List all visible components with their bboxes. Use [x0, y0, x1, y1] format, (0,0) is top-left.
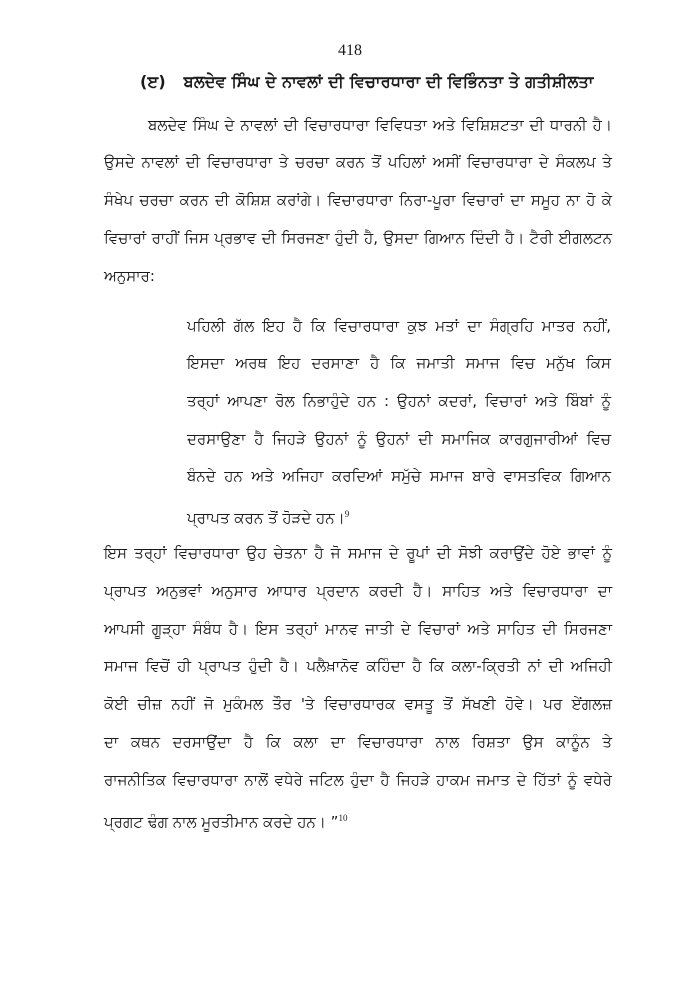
text-line: ਸੰਖੇਪ ਚਰਚਾ ਕਰਨ ਦੀ ਕੋਸ਼ਿਸ਼ ਕਰਾਂਗੇ। ਵਿਚਾਰਧਾਰਾ ਨਿਰਾ-ਪੂਰਾ ਵਿਚਾਰਾਂ ਦਾ ਸਮੂਹ ਨਾ ਹੋ ਕੇ	[104, 191, 612, 209]
quote-text: ਪ੍ਰਾਪਤ ਕਰਨ ਤੋਂ ਹੋੜਦੇ ਹਨ।	[187, 509, 345, 527]
quote-line: ਇਸਦਾ ਅਰਥ ਇਹ ਦਰਸਾਣਾ ਹੈ ਕਿ ਜਮਾਤੀ ਸਮਾਜ ਵਿਚ ਮਨੁੱਖ ਕਿਸ	[187, 354, 611, 372]
quote-line: ਤਰ੍ਹਾਂ ਆਪਣਾ ਰੋਲ ਨਿਭਾਹੁੰਦੇ ਹਨ : ਉਹਨਾਂ ਕਦਰਾਂ, ਵਿਚਾਰਾਂ ਅਤੇ ਬਿੰਬਾਂ ਨੂੰ	[187, 392, 611, 410]
text-line: ਇਸ ਤਰ੍ਹਾਂ ਵਿਚਾਰਧਾਰਾ ਉਹ ਚੇਤਨਾ ਹੈ ਜੋ ਸਮਾਜ ਦੇ ਰੂਪਾਂ ਦੀ ਸੋਝੀ ਕਰਾਉਂਦੇ ਹੋਏ ਭਾਵਾਂ ਨੂੰ	[104, 544, 612, 562]
footnote-ref-9[interactable]: 9	[344, 509, 350, 519]
text-line: ਸਮਾਜ ਵਿਚੋਂ ਹੀ ਪ੍ਰਾਪਤ ਹੁੰਦੀ ਹੈ। ਪਲੈਖ਼ਾਨੋਵ ਕਹਿੰਦਾ ਹੈ ਕਿ ਕਲਾ-ਕ੍ਰਿਤੀ ਨਾਂ ਦੀ ਅਜਿਹੀ	[104, 657, 612, 675]
section-title: ਬਲਦੇਵ ਸਿੰਘ ਦੇ ਨਾਵਲਾਂ ਦੀ ਵਿਚਾਰਧਾਰਾ ਦੀ ਵਿਭਿੰਨਤਾ ਤੇ ਗਤੀਸ਼ੀਲਤਾ	[183, 72, 594, 91]
text-line: ਦਾ ਕਥਨ ਦਰਸਾਉਂਦਾ ਹੈ ਕਿ ਕਲਾ ਦਾ ਵਿਚਾਰਧਾਰਾ ਨਾਲ ਰਿਸ਼ਤਾ ਉਸ ਕਾਨੂੰਨ ਤੇ	[104, 733, 612, 751]
text-line: ਪ੍ਰਾਪਤ ਅਨੁਭਵਾਂ ਅਨੁਸਾਰ ਆਧਾਰ ਪ੍ਰਦਾਨ ਕਰਦੀ ਹੈ। ਸਾਹਿਤ ਅਤੇ ਵਿਚਾਰਧਾਰਾ ਦਾ	[104, 582, 612, 600]
paragraph-text: ਪ੍ਰਗਟ ਢੰਗ ਨਾਲ ਮੂਰਤੀਮਾਨ ਕਰਦੇ ਹਨ। ”	[104, 813, 339, 831]
text-line: ਅਨੁਸਾਰ:	[104, 267, 155, 285]
quote-line: ਪਹਿਲੀ ਗੱਲ ਇਹ ਹੈ ਕਿ ਵਿਚਾਰਧਾਰਾ ਕੁਝ ਮਤਾਂ ਦਾ ਸੰਗ੍ਰਹਿ ਮਾਤਰ ਨਹੀਂ,	[187, 317, 611, 335]
footnote-ref-10[interactable]: 10	[338, 813, 348, 823]
quote-line-last	[187, 504, 611, 528]
section-number: (ੲ)	[140, 72, 166, 91]
text-line: ਉਸਦੇ ਨਾਵਲਾਂ ਦੀ ਵਿਚਾਰਧਾਰਾ ਤੇ ਚਰਚਾ ਕਰਨ ਤੋਂ ਪਹਿਲਾਂ ਅਸੀਂ ਵਿਚਾਰਧਾਰਾ ਦੇ ਸੰਕਲਪ ਤੇ	[104, 153, 612, 171]
text-line: ਆਪਸੀ ਗੂੜ੍ਹਾ ਸੰਬੰਧ ਹੈ। ਇਸ ਤਰ੍ਹਾਂ ਮਾਨਵ ਜਾਤੀ ਦੇ ਵਿਚਾਰਾਂ ਅਤੇ ਸਾਹਿਤ ਦੀ ਸਿਰਜਣਾ	[104, 620, 612, 638]
text-line: ਕੋਈ ਚੀਜ਼ ਨਹੀਂ ਜੋ ਮੁਕੰਮਲ ਤੌਰ 'ਤੇ ਵਿਚਾਰਧਾਰਕ ਵਸਤੂ ਤੋਂ ਸੱਖਣੀ ਹੋਵੇ। ਪਰ ਏਂਗਲਜ਼	[104, 695, 612, 713]
text-line-last	[104, 808, 612, 832]
section-heading	[140, 72, 620, 92]
quote-line: ਦਰਸਾਉਣਾ ਹੈ ਜਿਹੜੇ ਉਹਨਾਂ ਨੂੰ ਉਹਨਾਂ ਦੀ ਸਮਾਜਿਕ ਕਾਰਗੁਜਾਰੀਆਂ ਵਿਚ	[187, 430, 611, 448]
page-number: 418	[338, 42, 362, 59]
text-line: ਰਾਜਨੀਤਿਕ ਵਿਚਾਰਧਾਰਾ ਨਾਲੋਂ ਵਧੇਰੇ ਜਟਿਲ ਹੁੰਦਾ ਹੈ ਜਿਹੜੇ ਹਾਕਮ ਜਮਾਤ ਦੇ ਹਿੱਤਾਂ ਨੂੰ ਵਧੇਰੇ	[104, 771, 612, 789]
text-line: ਬਲਦੇਵ ਸਿੰਘ ਦੇ ਨਾਵਲਾਂ ਦੀ ਵਿਚਾਰਧਾਰਾ ਵਿਵਿਧਤਾ ਅਤੇ ਵਿਸ਼ਿਸ਼ਟਤਾ ਦੀ ਧਾਰਨੀ ਹੈ।	[148, 116, 612, 134]
quote-line: ਬੰਨਦੇ ਹਨ ਅਤੇ ਅਜਿਹਾ ਕਰਦਿਆਂ ਸਮੁੱਚੇ ਸਮਾਜ ਬਾਰੇ ਵਾਸਤਵਿਕ ਗਿਆਨ	[187, 467, 611, 485]
text-line: ਵਿਚਾਰਾਂ ਰਾਹੀਂ ਜਿਸ ਪ੍ਰਭਾਵ ਦੀ ਸਿਰਜਣਾ ਹੁੰਦੀ ਹੈ, ਉਸਦਾ ਗਿਆਨ ਦਿੰਦੀ ਹੈ। ਟੈਰੀ ਈਗਲਟਨ	[104, 229, 612, 247]
